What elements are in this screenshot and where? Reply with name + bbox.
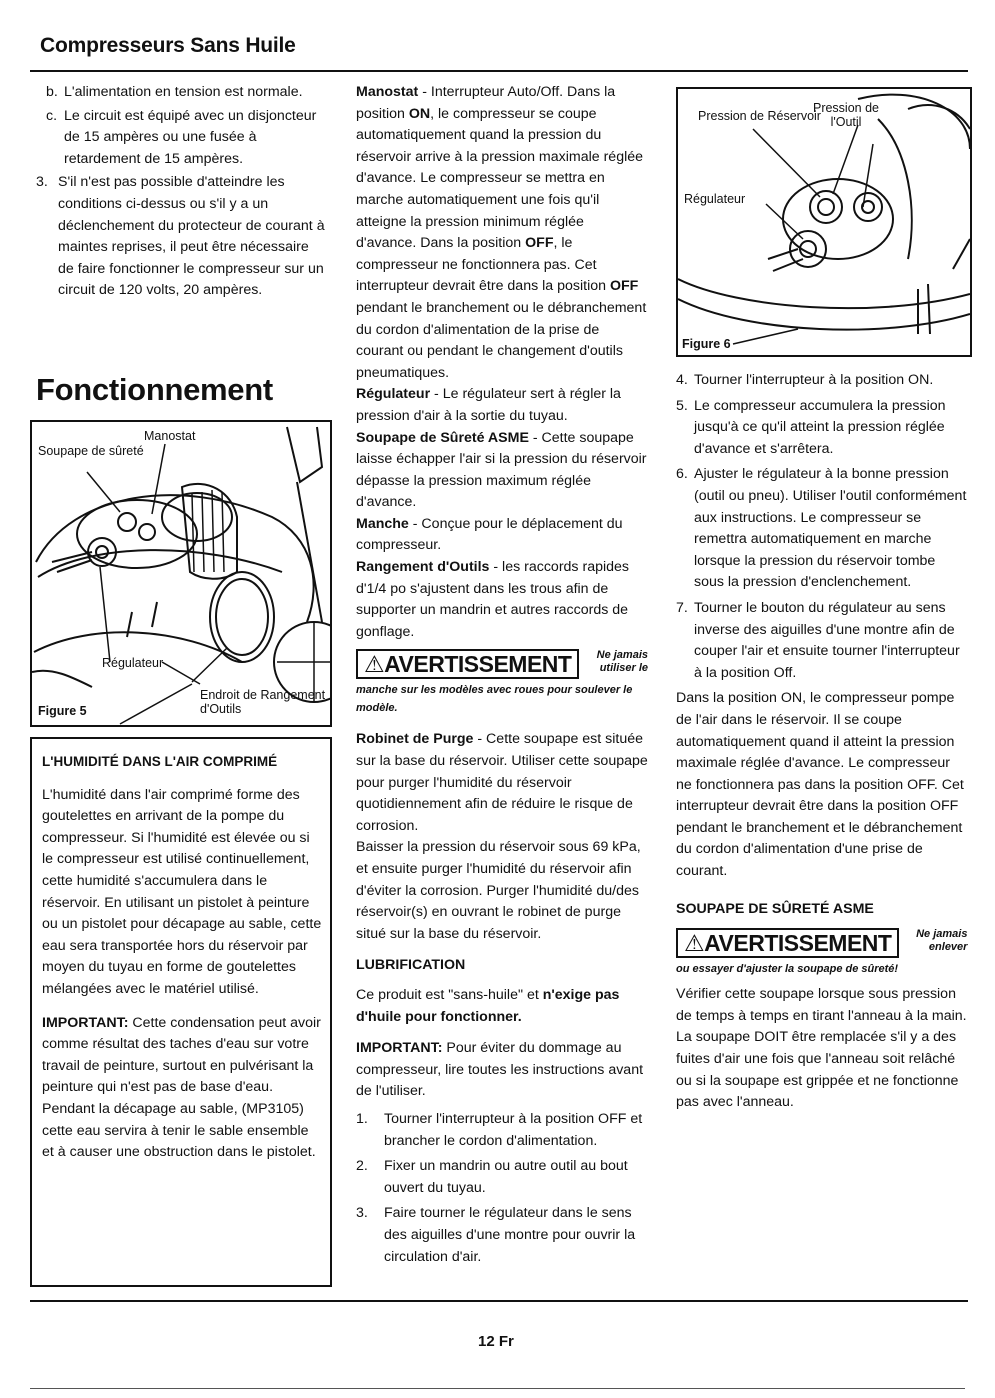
label-tool-pressure: Pression de l'Outil [812, 101, 879, 129]
pressure-paragraph: Baisser la pression du réservoir sous 69 kPa, et ensuite purger l'humidité du réservoir afin d'éviter la corrosion. Purger l'humidité du/des réservoir(s) en ouvrant le robinet de purge situé sur la base du réservoir. [356, 839, 641, 942]
list-item [356, 1203, 648, 1268]
step-text: Tourner l'interrupteur à la position OFF et brancher le cordon d'alimentation. [384, 1110, 643, 1149]
figure-caption: Figure 6 [682, 337, 731, 351]
step-text: Faire tourner le régulateur dans le sens des aiguilles d'une montre pour ouvrir la circulation d'air. [384, 1205, 636, 1265]
text: - Le régulateur sert à régler la pression d'air à la sortie du tuyau. [356, 386, 621, 424]
step-number: 2. [356, 1158, 368, 1175]
label-regulator: Régulateur [102, 656, 164, 670]
box-paragraph-important [42, 1013, 324, 1164]
list-item [676, 370, 968, 392]
manostat-description [356, 82, 648, 384]
term: Rangement d'Outils [356, 559, 490, 576]
term: Régulateur [356, 386, 431, 403]
step-number: 1. [356, 1110, 368, 1127]
text: Pour éviter du dommage au compresseur, lire toutes les instructions avant de l'utiliser. [356, 1040, 644, 1100]
page-header-title: Compresseurs Sans Huile [40, 34, 296, 57]
list-item-text: L'alimentation en tension est normale. [64, 84, 303, 100]
lubrication-text [356, 985, 648, 1028]
column-1-list [36, 82, 326, 302]
storage-description [356, 557, 648, 643]
list-item [676, 598, 968, 684]
text: , le compresseur se coupe automatiquement quand la pression du réservoir arrive à la pression maximale réglée d'avance. Le compresseur se mettra en marche automatiquement une fois qu'il atteigne la pression minimum réglée d'avance. Dans la position [356, 105, 644, 252]
step-text: Tourner le bouton du régulateur au sens inverse des aiguilles d'une montre afin de couper l'air et ensuite tourner l'interrupteur à la position Off. [694, 599, 960, 681]
warning-side-text: Ne jamais utiliser le [596, 649, 648, 675]
text: , le compresseur ne fonctionnera pas. Cet interrupteur devrait être dans la position [356, 235, 610, 295]
term: Manche [356, 515, 409, 532]
figure-caption: Figure 5 [38, 704, 87, 718]
handle-description [356, 514, 648, 557]
step-number: 6. [676, 466, 688, 483]
header-rule [30, 70, 968, 72]
page-number: 12 Fr [478, 1333, 514, 1350]
warning-line: manche sur les modèles avec roues pour soulever le modèle. [356, 684, 633, 715]
warning-side-text: Ne jamais enlever [916, 928, 968, 954]
box-paragraph: L'humidité dans l'air comprimé forme des goutelettes en arrivant de la pompe du compresseur. Si l'humidité est élevée ou si le compresseur est utilisé continuellement, cette humidité s'accumulera dans le réservoir. En utilisant un pistolet à peinture ou un pistolet pour décapage au sable, cette eau sera transportée hors du réservoir par moyen du tuyau en forme de goutelettes mélangées avec le matériel utilisé. [42, 786, 322, 997]
step-number: 3. [356, 1205, 368, 1222]
text: - Cette soupape est située sur la base du réservoir. Utiliser cette soupape pour purger l'humidité du réservoir quotidiennement afin de réduire le risque de corrosion. [356, 731, 648, 834]
figure-6 [676, 87, 972, 357]
warning-line: ou essayer d'ajuster la soupape de sûreté! [676, 963, 899, 976]
label-tool-storage: Endroit de Rangement d'Outils [200, 688, 326, 716]
step-text: Le compresseur accumulera la pression jusqu'à ce qu'il atteint la pression réglée d'avance et s'arrêtera. [694, 397, 946, 457]
valve-description [356, 428, 648, 514]
text: pendant le branchement ou le débranchement du cordon d'alimentation de la prise de courant ou pendant le changement d'outils pneumatiques. [356, 299, 647, 381]
text: - Cette soupape laisse échapper l'air si la pression du réservoir dépasse la pression maximum réglée d'avance. [356, 429, 647, 511]
box-title: L'HUMIDITÉ DANS L'AIR COMPRIMÉ [42, 754, 278, 769]
section-heading: Fonctionnement [36, 372, 273, 407]
warning-block [676, 928, 968, 958]
list-item-text: S'il n'est pas possible d'atteindre les conditions ci-dessus ou s'il y a un déclenchement du protecteur de courant à maintes reprises, il peut être nécessaire de faire fonctionner le compresseur sur un circuit de 120 volts, 20 ampères. [58, 174, 325, 299]
term: Manostat [356, 84, 419, 100]
warning-label: ⚠AVERTISSEMENT [356, 649, 579, 679]
footer-rule [30, 1300, 968, 1302]
list-item [36, 172, 326, 302]
figure-5 [30, 420, 332, 727]
important-paragraph [356, 1038, 648, 1103]
list-item-number: b. [46, 84, 58, 100]
regulator-description [356, 384, 648, 427]
warning-text: AVERTISSEMENT [704, 930, 892, 957]
list-item [356, 1156, 648, 1199]
label-regulator: Régulateur [684, 192, 746, 206]
column-3 [676, 370, 968, 1114]
text: - Interrupteur Auto/Off. Dans la position [356, 84, 616, 122]
list-item [36, 106, 326, 171]
drain-description [356, 729, 648, 837]
text-bold: n'exige pas d'huile pour fonctionner. [356, 986, 620, 1025]
bottom-edge-line [30, 1388, 965, 1389]
text: Ce produit est "sans-huile" et [356, 986, 543, 1003]
label-tank-pressure: Pression de Réservoir [698, 109, 821, 123]
asme-heading: SOUPAPE DE SÛRETÉ ASME [676, 900, 874, 917]
step-text: Tourner l'interrupteur à la position ON. [694, 372, 934, 388]
text: - les raccords rapides d'1/4 po s'ajustent dans les trous afin de supporter un mandrin et autres raccords de gonflage. [356, 559, 629, 640]
text: - Conçue pour le déplacement du compresseur. [356, 515, 623, 554]
text-off: OFF [609, 278, 639, 295]
step-number: 5. [676, 397, 688, 414]
important-label: IMPORTANT: [356, 1040, 443, 1057]
label-safety-valve: Soupape de sûreté [38, 444, 144, 458]
list-item [356, 1109, 648, 1152]
asme-paragraph: Vérifier cette soupape lorsque sous pression de temps à temps en tirant l'anneau à la main. La soupape DOIT être remplacée s'il y a des fuites d'air une fois que l'anneau soit relâché ou si la soupape est grippée et ne fonctionne pas avec l'anneau. [676, 986, 967, 1111]
list-item-number: 3. [36, 174, 48, 191]
important-label: IMPORTANT: [42, 1014, 129, 1031]
warning-label: ⚠AVERTISSEMENT [676, 928, 899, 958]
list-item [676, 396, 968, 461]
term: Robinet de Purge [356, 731, 474, 748]
step-text: Fixer un mandrin ou autre outil au bout ouvert du tuyau. [384, 1158, 628, 1196]
warning-block [356, 649, 648, 679]
humidity-info-box [30, 737, 332, 1287]
compressor-illustration [32, 422, 330, 725]
term: Soupape de Sûreté ASME [356, 429, 529, 446]
list-item-number: c. [46, 107, 58, 124]
steps-list [356, 1109, 648, 1268]
step-number: 7. [676, 599, 688, 616]
text-on: ON [408, 105, 431, 122]
warning-text: AVERTISSEMENT [384, 651, 572, 678]
step-text: Ajuster le régulateur à la bonne pression (outil ou pneu). Utiliser l'outil conformément aux instructions. Le compresseur se remettra automatiquement en marche lorsque la pression du réservoir tombe sous la pression d'enclenchement. [694, 466, 967, 591]
list-item [36, 82, 326, 104]
list-item-text: Le circuit est équipé avec un disjoncteur de 15 ampères ou une fusée à retardement de 15 ampères. [64, 107, 317, 167]
column-2 [356, 82, 648, 1268]
label-manostat: Manostat [144, 429, 196, 443]
important-text: Cette condensation peut avoir comme résultat des taches d'eau sur votre travail de peinture, surtout en pulvérisant la peinture qui n'est pas de base d'eau. Pendant la décapage au sable, (MP3105) cette eau servira à tenir le sable ensemble et à causer une obstruction dans le pistolet. [42, 1014, 321, 1161]
on-off-paragraph: Dans la position ON, le compresseur pompe de l'air dans le réservoir. Il se coupe automatiquement quand il atteint la pression maximale réglée d'avance. Le compresseur ne fonctionnera pas dans la position OFF. Cet interrupteur devrait être dans la position OFF pendant le branchement et le débranchement du cordon d'alimentation d'une prise de courant. [676, 690, 964, 880]
text-off: OFF [525, 235, 554, 252]
step-number: 4. [676, 372, 688, 388]
list-item [676, 464, 968, 594]
lubrication-heading: LUBRIFICATION [356, 957, 466, 974]
